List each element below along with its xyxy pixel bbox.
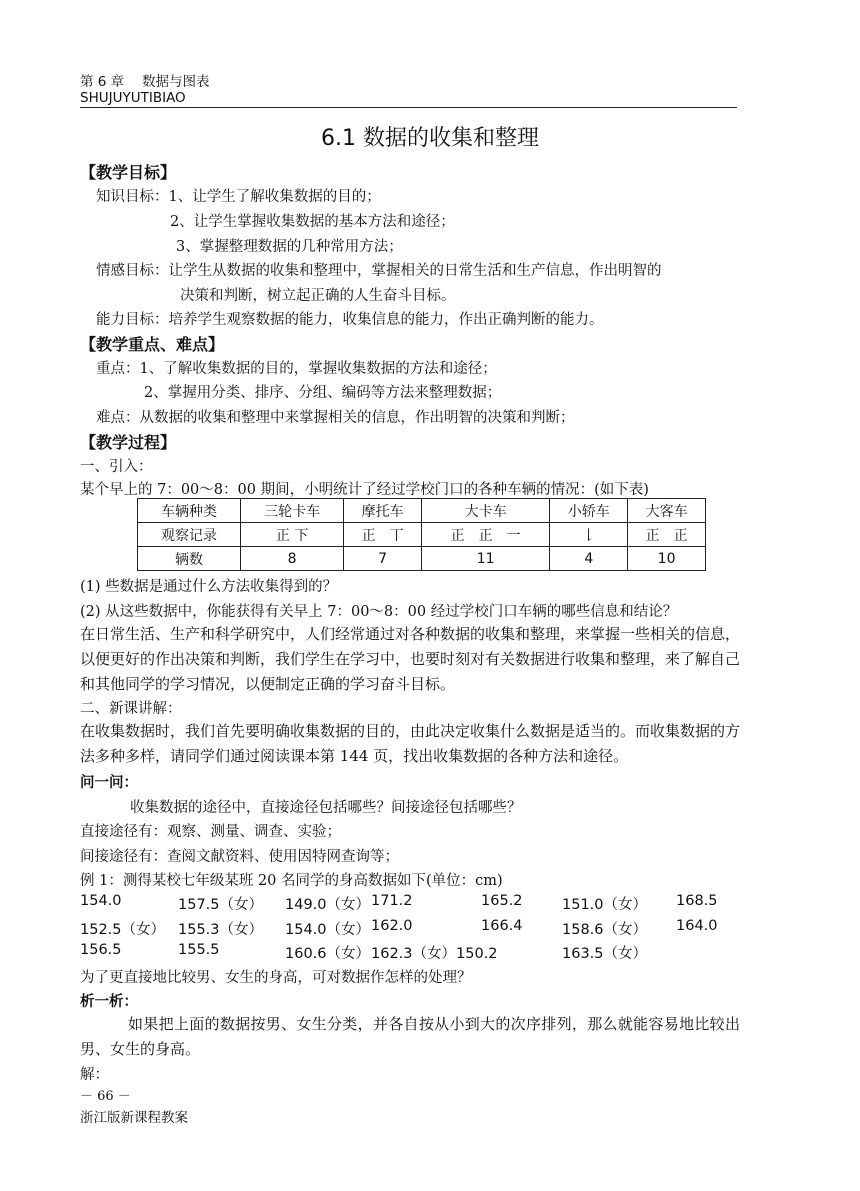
ability-goal: 能力目标：培养学生观察数据的能力，收集信息的能力，作出正确判断的能力。 (96, 312, 604, 328)
height-value: 154.0 (80, 893, 122, 909)
height-value: 149.0（女） (285, 897, 371, 913)
table-cell: 10 (628, 547, 706, 571)
intro-paragraph: 在日常生活、生产和科学研究中，人们经常通过对各种数据的收集和整理，来掌握一些相关的信息，以便更好的作出决策和判断，我们学生在学习中，也要时刻对有关数据进行收集和整理，来了解自己和其他同学的学习情况，以便制定正确的学习奋斗目标。 (80, 625, 741, 693)
solution-label: 解： (80, 1067, 109, 1083)
process-heading: 【教学过程】 (80, 433, 177, 452)
table-row-count (138, 547, 706, 571)
header-rule (80, 107, 737, 108)
publisher-footer: 浙江版新课程教案 (80, 1110, 188, 1126)
emotion-goal-line-2: 决策和判断，树立起正确的人生奋斗目标。 (180, 288, 456, 304)
table-cell: 车辆种类 (138, 499, 241, 523)
table-cell: 大客车 (628, 499, 706, 523)
new-lesson-heading: 二、新课讲解： (80, 701, 182, 717)
knowledge-goal-3: 3、掌握整理数据的几种常用方法； (176, 239, 403, 255)
chapter-pinyin: SHUJUYUTIBIAO (80, 90, 186, 106)
height-value: 151.0（女） (562, 897, 648, 913)
height-value: 162.3（女）150.2 (371, 946, 498, 962)
knowledge-goal-1: 知识目标：1、让学生了解收集数据的目的； (96, 189, 381, 205)
height-value: 171.2 (371, 893, 413, 909)
height-value: 157.5（女） (178, 897, 264, 913)
height-value: 160.6（女） (285, 946, 371, 962)
page-number: － 66 － (80, 1089, 131, 1104)
knowledge-goal-2: 2、让学生掌握收集数据的基本方法和途径； (170, 214, 455, 230)
question-1: (1) 些数据是通过什么方法收集得到的？ (80, 579, 338, 595)
analysis-heading: 析一析： (80, 994, 138, 1010)
table-cell: 辆数 (138, 547, 241, 571)
ask-heading: 问一问： (80, 775, 138, 791)
height-value: 162.0 (371, 918, 413, 934)
height-value: 158.6（女） (562, 922, 648, 938)
example-1: 例 1：测得某校七年级某班 20 名同学的身高数据如下(单位：cm) (80, 873, 503, 889)
height-value: 152.5（女） (80, 922, 166, 938)
height-value: 163.5（女） (562, 946, 648, 962)
goals-heading: 【教学目标】 (80, 163, 177, 182)
table-cell: 4 (550, 547, 628, 571)
height-value: 156.5 (80, 942, 122, 958)
table-cell: 三轮卡车 (241, 499, 344, 523)
height-value: 165.2 (481, 893, 523, 909)
height-value: 168.5 (676, 893, 718, 909)
height-value: 154.0（女） (285, 922, 371, 938)
table-cell: 正 正 (628, 523, 706, 547)
page-title: 6.1 数据的收集和整理 (321, 126, 539, 151)
table-cell: 大卡车 (421, 499, 549, 523)
vehicle-table (137, 498, 706, 571)
table-row-record (138, 523, 706, 547)
intro-heading: 一、引入： (80, 459, 153, 475)
table-cell: 正 下 (241, 523, 344, 547)
key-points-heading: 【教学重点、难点】 (80, 335, 225, 354)
table-header-row (138, 499, 706, 523)
table-cell: 摩托车 (344, 499, 422, 523)
key-point-2: 2、掌握用分类、排序、分组、编码等方法来整理数据； (144, 385, 502, 401)
table-cell: 正 正 一 (421, 523, 549, 547)
direct-ways: 直接途径有：观察、测量、调查、实验； (80, 824, 341, 840)
question-2: (2) 从这些数据中，你能获得有关早上 7：00～8：00 经过学校门口车辆的哪些信息和结论？ (80, 604, 678, 620)
intro-text: 某个早上的 7：00～8：00 期间，小明统计了经过学校门口的各种车辆的情况：(如下表) (80, 482, 649, 498)
height-value: 155.5 (178, 942, 220, 958)
height-value: 155.3（女） (178, 922, 264, 938)
difficulty: 难点：从数据的收集和整理中来掌握相关的信息，作出明智的决策和判断； (96, 410, 575, 426)
height-value: 164.0 (676, 918, 718, 934)
table-cell: 8 (241, 547, 344, 571)
chapter-header: 第 6 章 数据与图表 (80, 74, 210, 90)
height-value: 166.4 (481, 918, 523, 934)
key-point-1: 重点：1、了解收集数据的目的，掌握收集数据的方法和途径； (96, 361, 497, 377)
table-cell: 正 丅 (344, 523, 422, 547)
table-cell: 7 (344, 547, 422, 571)
emotion-goal-line-1: 情感目标：让学生从数据的收集和整理中，掌握相关的日常生活和生产信息，作出明智的 (96, 263, 662, 279)
table-cell: 11 (421, 547, 549, 571)
indirect-ways: 间接途径有：查阅文献资料、使用因特网查询等； (80, 849, 399, 865)
new-lesson-paragraph: 在收集数据时，我们首先要明确收集数据的目的，由此决定收集什么数据是适当的。而收集数据的方法多种多样，请同学们通过阅读课本第 144 页，找出收集数据的各种方法和途径。 (80, 722, 741, 765)
table-cell: 小轿车 (550, 499, 628, 523)
table-cell: 观察记录 (138, 523, 241, 547)
table-cell: 𠄌 (550, 523, 628, 547)
analysis-text: 如果把上面的数据按男、女生分类，并各自按从小到大的次序排列，那么就能容易地比较出男、女生的身高。 (80, 1015, 740, 1058)
ask-text: 收集数据的途径中，直接途径包括哪些？间接途径包括哪些？ (130, 800, 522, 816)
analysis-question: 为了更直接地比较男、女生的身高，可对数据作怎样的处理？ (80, 970, 472, 986)
